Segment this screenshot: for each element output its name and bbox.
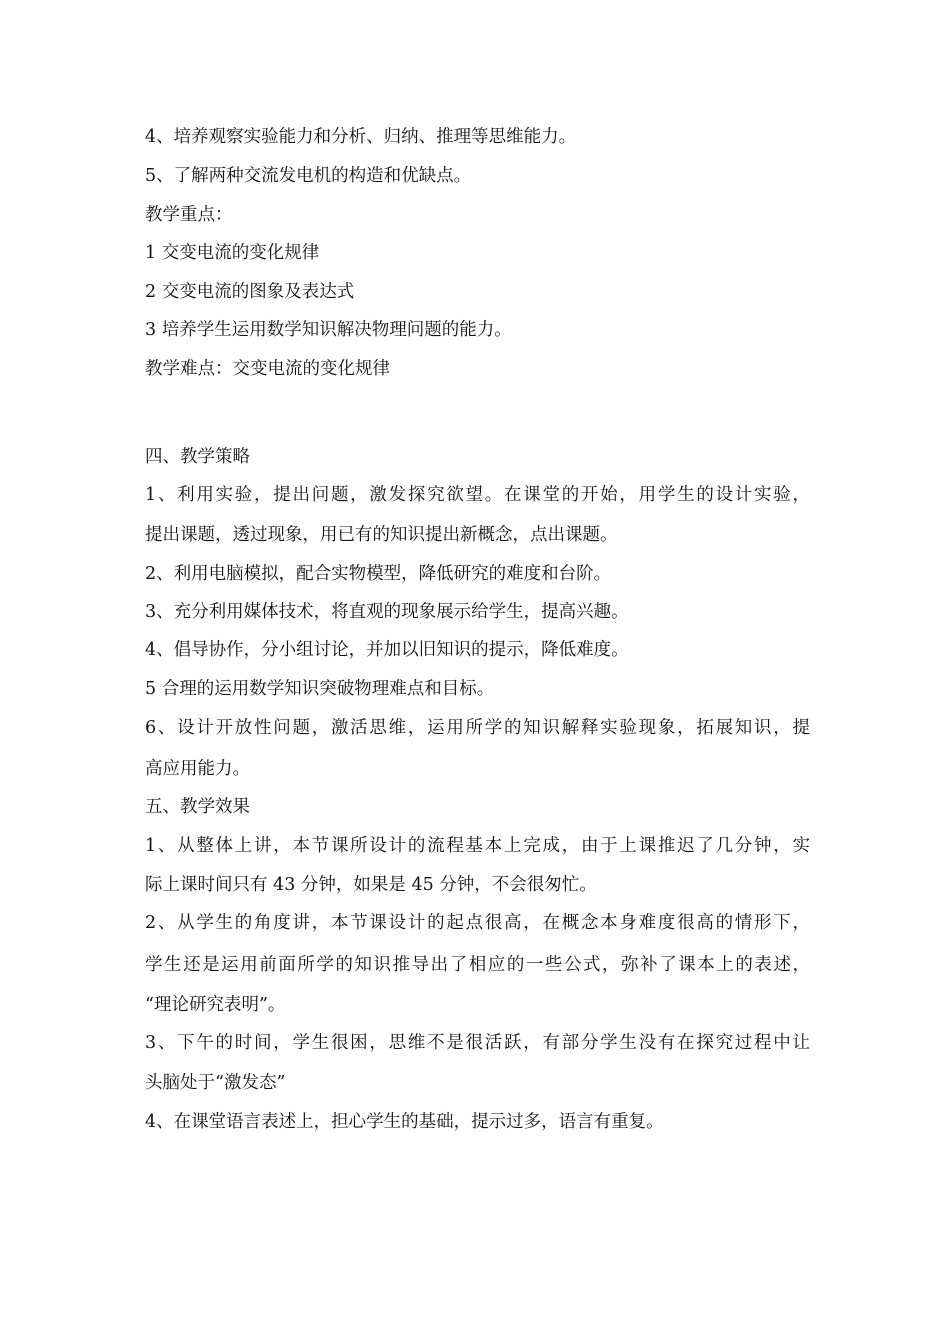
strategy-item-6-line-1: 6、设计开放性问题，激活思维，运用所学的知识解释实验现象，拓展知识，提 — [145, 718, 810, 738]
strategy-item-1-line-2: 提出课题，透过现象，用已有的知识提出新概念，点出课题。 — [145, 525, 618, 545]
objective-item-5: 5、了解两种交流发电机的构造和优缺点。 — [145, 166, 472, 186]
effect-heading: 五、教学效果 — [145, 797, 250, 817]
effect-item-1-line-1: 1、从整体上讲，本节课所设计的流程基本上完成，由于上课推迟了几分钟，实 — [145, 836, 810, 856]
effect-item-2-line-1: 2、从学生的角度讲，本节课设计的起点很高，在概念本身难度很高的情形下， — [145, 913, 810, 933]
key-point-item-3: 3 培养学生运用数学知识解决物理问题的能力。 — [145, 320, 512, 340]
strategy-item-4: 4、倡导协作，分小组讨论，并加以旧知识的提示，降低难度。 — [145, 640, 629, 660]
strategy-item-2: 2、利用电脑模拟，配合实物模型，降低研究的难度和台阶。 — [145, 564, 612, 584]
effect-item-2-line-2: 学生还是运用前面所学的知识推导出了相应的一些公式，弥补了课本上的表述， — [145, 955, 810, 975]
effect-item-3-line-2: 头脑处于“激发态” — [145, 1073, 286, 1093]
effect-item-4: 4、在课堂语言表述上，担心学生的基础，提示过多，语言有重复。 — [145, 1112, 664, 1132]
strategy-item-5: 5 合理的运用数学知识突破物理难点和目标。 — [145, 679, 495, 699]
key-point-item-1: 1 交变电流的变化规律 — [145, 243, 320, 263]
key-point-item-2: 2 交变电流的图象及表达式 — [145, 282, 355, 302]
strategy-heading: 四、教学策略 — [145, 447, 250, 467]
effect-item-1-line-2: 际上课时间只有 43 分钟，如果是 45 分钟，不会很匆忙。 — [145, 875, 597, 895]
strategy-item-1-line-1: 1、利用实验，提出问题，激发探究欲望。在课堂的开始，用学生的设计实验， — [145, 485, 810, 505]
effect-item-2-line-3: “理论研究表明”。 — [145, 995, 286, 1015]
strategy-item-6-line-2: 高应用能力。 — [145, 759, 250, 779]
objective-item-4: 4、培养观察实验能力和分析、归纳、推理等思维能力。 — [145, 127, 577, 147]
strategy-item-3: 3、充分利用媒体技术，将直观的现象展示给学生，提高兴趣。 — [145, 602, 629, 622]
effect-item-3-line-1: 3、下午的时间，学生很困，思维不是很活跃，有部分学生没有在探究过程中让 — [145, 1033, 810, 1053]
difficulty-line: 教学难点：交变电流的变化规律 — [145, 359, 390, 379]
key-points-heading: 教学重点： — [145, 205, 233, 225]
